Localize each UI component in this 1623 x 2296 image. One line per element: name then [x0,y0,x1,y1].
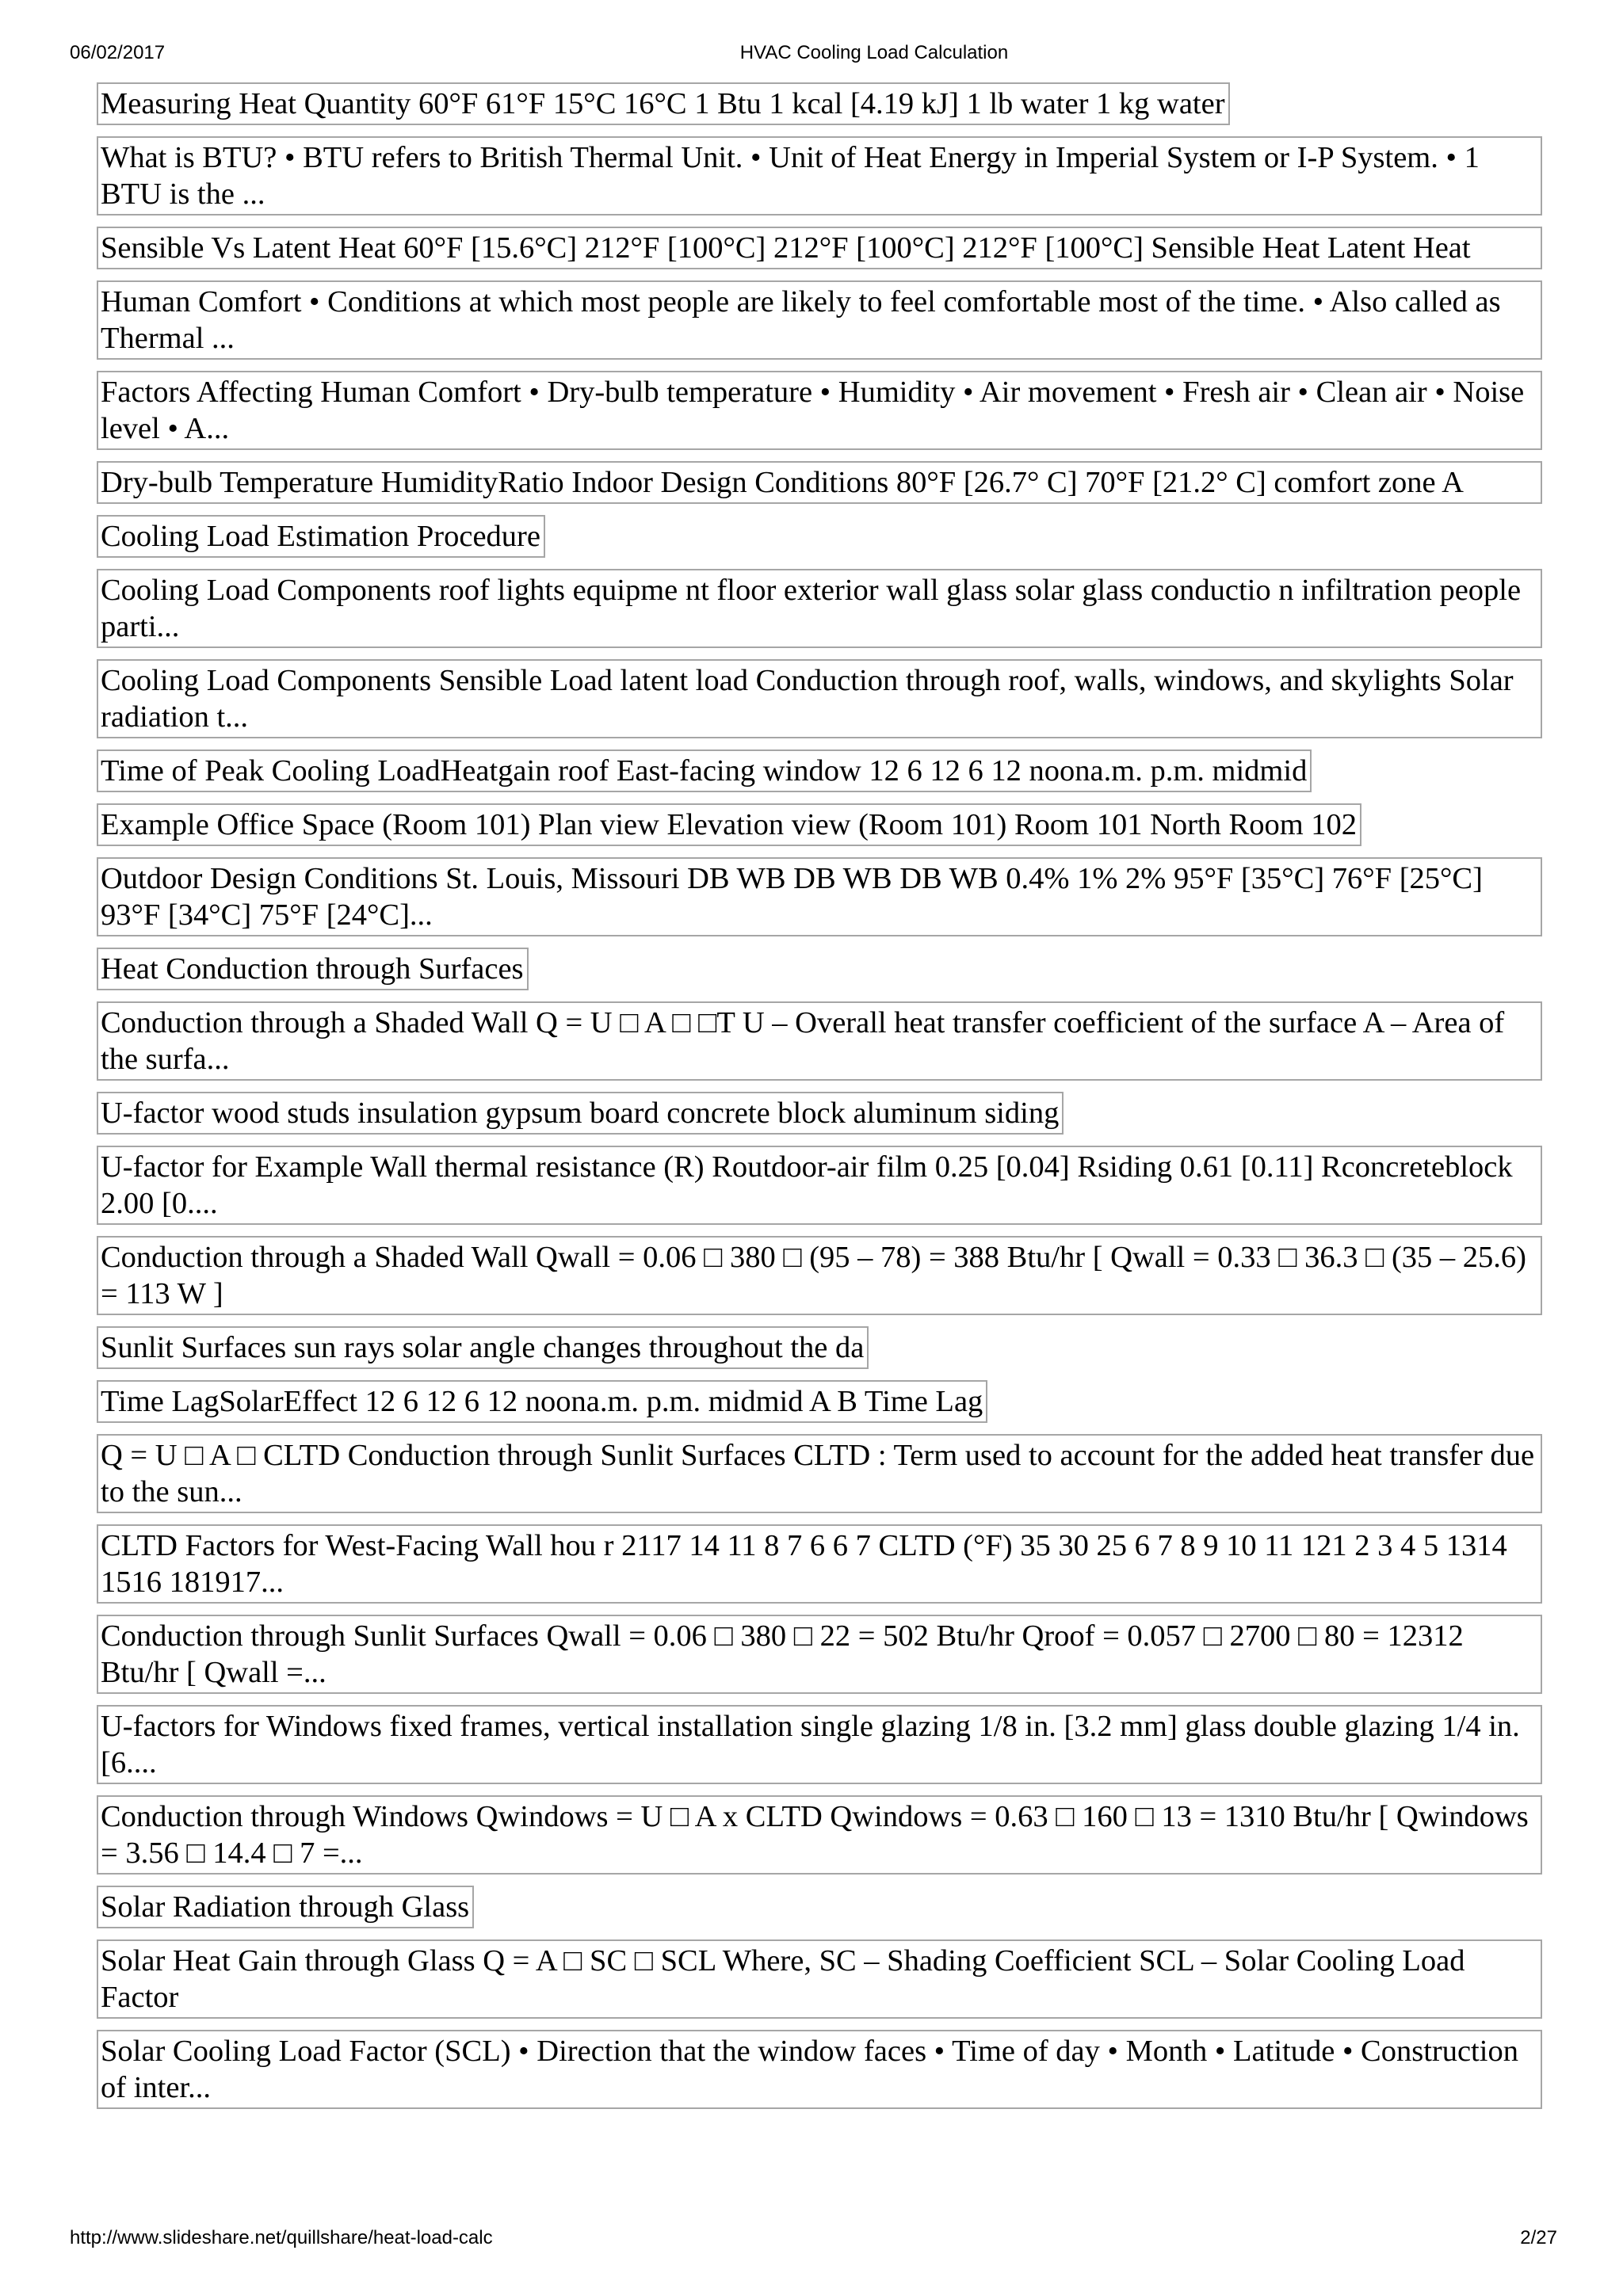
slide-text-box: Time LagSolarEffect 12 6 12 6 12 noona.m. p.m. midmid A B Time Lag [97,1380,987,1423]
slide-text-box: Cooling Load Components Sensible Load latent load Conduction through roof, walls, windows, and skylights Solar radiation t... [97,659,1542,738]
slide-text-box: Heat Conduction through Surfaces [97,948,529,990]
slide-text-box: Measuring Heat Quantity 60°F 61°F 15°C 16°C 1 Btu 1 kcal [4.19 kJ] 1 lb water 1 kg water [97,82,1230,125]
slide-text-box: Conduction through Sunlit Surfaces Qwall = 0.06 □ 380 □ 22 = 502 Btu/hr Qroof = 0.057 □ 2700 □ 80 = 12312 Btu/hr [ Qwall =... [97,1615,1542,1694]
slide-text-box: U-factor for Example Wall thermal resistance (R) Routdoor-air film 0.25 [0.04] Rsiding 0.61 [0.11] Rconcreteblock 2.00 [0.... [97,1146,1542,1225]
slide-text-box: Dry-bulb Temperature HumidityRatio Indoor Design Conditions 80°F [26.7° C] 70°F [21.2° C] comfort zone A [97,461,1542,504]
slide-text-box: Conduction through a Shaded Wall Qwall = 0.06 □ 380 □ (95 – 78) = 388 Btu/hr [ Qwall = 0.33 □ 36.3 □ (35 – 25.6) = 113 W ] [97,1236,1542,1315]
source-url: http://www.slideshare.net/quillshare/heat-load-calc [70,2227,493,2248]
slide-text-box: Cooling Load Components roof lights equipme nt floor exterior wall glass solar glass conductio n infiltration people parti... [97,569,1542,648]
slide-text-box: Factors Affecting Human Comfort • Dry-bulb temperature • Humidity • Air movement • Fresh air • Clean air • Noise level • A... [97,371,1542,450]
slide-text-box: Sensible Vs Latent Heat 60°F [15.6°C] 212°F [100°C] 212°F [100°C] 212°F [100°C] Sensible Heat Latent Heat [97,227,1542,269]
page-number: 2/27 [1520,2227,1557,2248]
slide-text-box: Time of Peak Cooling LoadHeatgain roof East-facing window 12 6 12 6 12 noona.m. p.m. midmid [97,749,1312,792]
slide-text-box: Conduction through Windows Qwindows = U □ A x CLTD Qwindows = 0.63 □ 160 □ 13 = 1310 Btu/hr [ Qwindows = 3.56 □ 14.4 □ 7 =... [97,1795,1542,1875]
slide-text-box: Q = U □ A □ CLTD Conduction through Sunlit Surfaces CLTD : Term used to account for the added heat transfer due to the sun... [97,1434,1542,1513]
slide-text-box: U-factors for Windows fixed frames, vertical installation single glazing 1/8 in. [3.2 mm] glass double glazing 1/4 in. [6.... [97,1705,1542,1784]
slide-text-box: Sunlit Surfaces sun rays solar angle changes throughout the da [97,1326,869,1369]
slide-text-box: Cooling Load Estimation Procedure [97,515,545,558]
slide-text-list [97,82,1542,2120]
slide-text-box: CLTD Factors for West-Facing Wall hou r 2117 14 11 8 7 6 6 7 CLTD (°F) 35 30 25 6 7 8 9 10 11 121 2 3 4 5 1314 1516 181917... [97,1524,1542,1604]
slide-text-box: Solar Cooling Load Factor (SCL) • Direction that the window faces • Time of day • Month • Latitude • Construction of inter... [97,2030,1542,2109]
page-title: HVAC Cooling Load Calculation [739,42,1009,63]
slide-text-box: Solar Heat Gain through Glass Q = A □ SC □ SCL Where, SC – Shading Coefficient SCL – Solar Cooling Load Factor [97,1939,1542,2019]
slide-text-box: Human Comfort • Conditions at which most people are likely to feel comfortable most of the time. • Also called as Thermal ... [97,280,1542,360]
slide-text-box: Conduction through a Shaded Wall Q = U □ A □ □T U – Overall heat transfer coefficient of the surface A – Area of the surfa... [97,1001,1542,1081]
slide-text-box: U-factor wood studs insulation gypsum board concrete block aluminum siding [97,1092,1064,1135]
slide-text-box: Example Office Space (Room 101) Plan view Elevation view (Room 101) Room 101 North Room 102 [97,803,1361,846]
slide-text-box: Solar Radiation through Glass [97,1886,474,1928]
slide-text-box: What is BTU? • BTU refers to British Thermal Unit. • Unit of Heat Energy in Imperial System or I-P System. • 1 BTU is the ... [97,136,1542,215]
print-date: 06/02/2017 [70,42,166,63]
slide-text-box: Outdoor Design Conditions St. Louis, Missouri DB WB DB WB DB WB 0.4% 1% 2% 95°F [35°C] 76°F [25°C] 93°F [34°C] 75°F [24°C]... [97,857,1542,936]
